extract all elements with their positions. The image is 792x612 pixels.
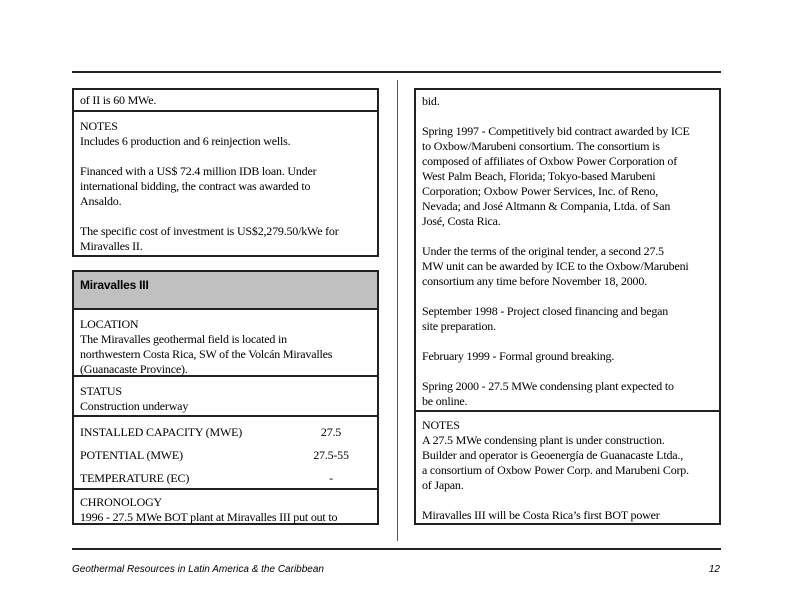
section-title: Miravalles III bbox=[80, 278, 149, 292]
spec-label: INSTALLED CAPACITY (MWE) bbox=[80, 425, 243, 439]
notes-label: NOTES bbox=[422, 418, 460, 432]
paragraph-gap bbox=[422, 109, 713, 124]
text-line: consortium any time before November 18, 2000. bbox=[422, 274, 647, 288]
text-line: be online. bbox=[422, 394, 468, 408]
status-value: Construction underway bbox=[80, 399, 189, 413]
text-line: The specific cost of investment is US$2,279.50/kWe for bbox=[80, 224, 339, 238]
spec-row-potential bbox=[80, 444, 371, 467]
chronology-box bbox=[72, 488, 379, 525]
text-line: Ansaldo. bbox=[80, 194, 122, 208]
status-label: STATUS bbox=[80, 384, 122, 398]
paragraph-gap bbox=[422, 289, 713, 304]
text-line: Corporation; Oxbow Power Services, Inc. of Reno, bbox=[422, 184, 659, 198]
specs-table bbox=[72, 415, 379, 490]
notes-text bbox=[422, 433, 713, 523]
text-line: Under the terms of the original tender, a second 27.5 bbox=[422, 244, 664, 258]
paragraph-gap bbox=[422, 493, 713, 508]
chronology-label: CHRONOLOGY bbox=[80, 495, 163, 509]
spec-value: 27.5-55 bbox=[313, 448, 349, 462]
notes-box-miravalles-iii bbox=[414, 410, 721, 525]
paragraph-gap bbox=[80, 209, 371, 224]
text-line: bid. bbox=[422, 94, 440, 108]
text-line: (Guanacaste Province). bbox=[80, 362, 188, 376]
text-line: West Palm Beach, Florida; Tokyo-based Marubeni bbox=[422, 169, 656, 183]
location-box bbox=[72, 308, 379, 377]
spec-value: 27.5 bbox=[320, 425, 342, 439]
status-box bbox=[72, 375, 379, 417]
header-rule bbox=[72, 71, 721, 73]
location-label: LOCATION bbox=[80, 317, 139, 331]
capacity-continuation-box bbox=[72, 88, 379, 112]
paragraph-gap bbox=[422, 334, 713, 349]
paragraph-gap bbox=[422, 364, 713, 379]
notes-text bbox=[80, 134, 371, 254]
column-divider bbox=[397, 80, 398, 541]
notes-label: NOTES bbox=[80, 119, 118, 133]
text-line: to Oxbow/Marubeni consortium. The consortium is bbox=[422, 139, 660, 153]
text-line: José, Costa Rica. bbox=[422, 214, 501, 228]
text-line: of Japan. bbox=[422, 478, 464, 492]
text-line: site preparation. bbox=[422, 319, 496, 333]
text-line: The Miravalles geothermal field is located in bbox=[80, 332, 287, 346]
paragraph-gap bbox=[80, 149, 371, 164]
text-line: September 1998 - Project closed financing and began bbox=[422, 304, 669, 318]
text-line: Financed with a US$ 72.4 million IDB loan. Under bbox=[80, 164, 317, 178]
notes-box-miravalles-ii bbox=[72, 110, 379, 257]
spec-value: - bbox=[329, 471, 333, 485]
chronology-continuation-box bbox=[414, 88, 721, 412]
text-line: Spring 1997 - Competitively bid contract awarded by ICE bbox=[422, 124, 690, 138]
spec-label: POTENTIAL (MWE) bbox=[80, 448, 183, 462]
text-line: Includes 6 production and 6 reinjection wells. bbox=[80, 134, 291, 148]
text-line: Miravalles II. bbox=[80, 239, 143, 253]
text-line: A 27.5 MWe condensing plant is under construction. bbox=[422, 433, 665, 447]
section-header bbox=[72, 270, 379, 310]
spec-label: TEMPERATURE (ЕC) bbox=[80, 471, 190, 485]
location-text bbox=[80, 332, 371, 377]
paragraph-gap bbox=[422, 229, 713, 244]
footer-rule bbox=[72, 548, 721, 550]
footer-title: Geothermal Resources in Latin America & the Caribbean bbox=[72, 564, 324, 575]
spec-row-installed-capacity bbox=[80, 421, 371, 444]
text-line: a consortium of Oxbow Power Corp. and Marubeni Corp. bbox=[422, 463, 689, 477]
text-line: composed of affiliates of Oxbow Power Corporation of bbox=[422, 154, 677, 168]
chronology-text bbox=[80, 510, 371, 525]
text-line: Miravalles III will be Costa Rica’s first BOT power bbox=[422, 508, 660, 522]
text-line: Nevada; and José Altmann & Compania, Ltda. of San bbox=[422, 199, 671, 213]
spec-row-temperature bbox=[80, 467, 371, 490]
chronology-continuation-text bbox=[422, 94, 713, 409]
text-line: MW unit can be awarded by ICE to the Oxbow/Marubeni bbox=[422, 259, 689, 273]
capacity-continuation-text: of II is 60 MWe. bbox=[80, 93, 157, 107]
text-line: 1996 - 27.5 MWe BOT plant at Miravalles III put out to bbox=[80, 510, 338, 524]
text-line: Spring 2000 - 27.5 MWe condensing plant expected to bbox=[422, 379, 674, 393]
page-number: 12 bbox=[708, 564, 720, 575]
text-line: northwestern Costa Rica, SW of the Volcán Miravalles bbox=[80, 347, 333, 361]
text-line: Builder and operator is Geoenergía de Guanacaste Ltda., bbox=[422, 448, 684, 462]
text-line: international bidding, the contract was awarded to bbox=[80, 179, 311, 193]
text-line: February 1999 - Formal ground breaking. bbox=[422, 349, 615, 363]
